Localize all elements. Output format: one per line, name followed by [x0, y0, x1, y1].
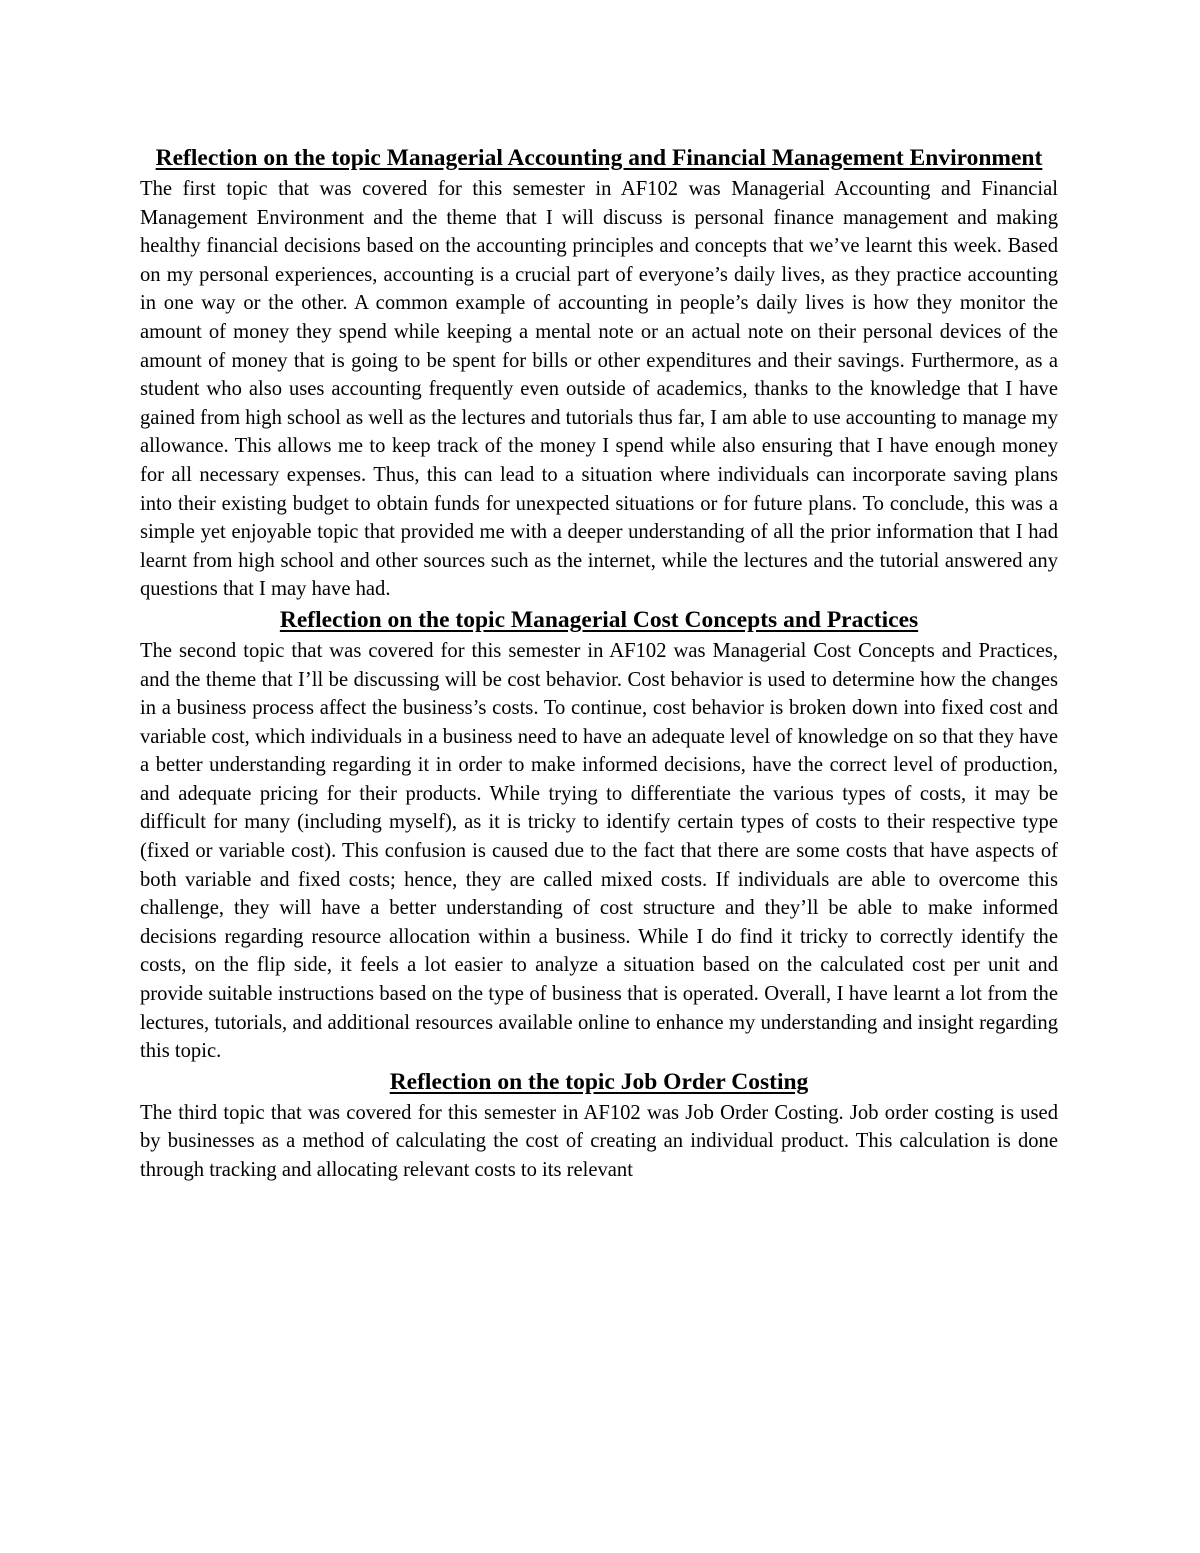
section-3-title: Reflection on the topic Job Order Costing: [389, 1068, 809, 1095]
document-content: [140, 142, 1058, 1185]
section-2-body: The second topic that was covered for this semester in AF102 was Managerial Cost Concepts and Practices, and the theme that I’ll be discussing will be cost behavior. Cost behavior is used to determine how the changes in a business process affect the business’s costs. To continue, cost behavior is broken down into fixed cost and variable cost, which individuals in a business need to have an adequate level of knowledge on so that they have a better understanding regarding it in order to make informed decisions, have the correct level of production, and adequate pricing for their products. While trying to differentiate the various types of costs, it may be difficult for many (including myself), as it is tricky to identify certain types of costs to their respective type (fixed or variable cost). This confusion is caused due to the fact that there are some costs that have aspects of both variable and fixed costs; hence, they are called mixed costs. If individuals are able to overcome this challenge, they will have a better understanding of cost structure and they’ll be able to make informed decisions regarding resource allocation within a business. While I do find it tricky to correctly identify the costs, on the flip side, it feels a lot easier to analyze a situation based on the calculated cost per unit and provide suitable instructions based on the type of business that is operated. Overall, I have learnt a lot from the lectures, tutorials, and additional resources available online to enhance my understanding and insight regarding this topic.: [140, 639, 1058, 1063]
section-3-body: The third topic that was covered for this semester in AF102 was Job Order Costing. Job order costing is used by businesses as a method of calculating the cost of creating an individual product. This calculation is done through tracking and allocating relevant costs to its relevant: [140, 1101, 1058, 1181]
section-2-title: Reflection on the topic Managerial Cost Concepts and Practices: [279, 606, 919, 633]
section-1-body: The first topic that was covered for this semester in AF102 was Managerial Accounting and Financial Management Environment and the theme that I will discuss is personal finance management and making healthy financial decisions based on the accounting principles and concepts that we’ve learnt this week. Based on my personal experiences, accounting is a crucial part of everyone’s daily lives, as they practice accounting in one way or the other. A common example of accounting in people’s daily lives is how they monitor the amount of money they spend while keeping a mental note or an actual note on their personal devices of the amount of money that is going to be spent for bills or other expenditures and their savings. Furthermore, as a student who also uses accounting frequently even outside of academics, thanks to the knowledge that I have gained from high school as well as the lectures and tutorials thus far, I am able to use accounting to manage my allowance. This allows me to keep track of the money I spend while also ensuring that I have enough money for all necessary expenses. Thus, this can lead to a situation where individuals can incorporate saving plans into their existing budget to obtain funds for unexpected situations or for future plans. To conclude, this was a simple yet enjoyable topic that provided me with a deeper understanding of all the prior information that I had learnt from high school and other sources such as the internet, while the lectures and the tutorial answered any questions that I may have had.: [140, 178, 1058, 601]
section-1-title: Reflection on the topic Managerial Accounting and Financial Management Environment: [155, 145, 1043, 171]
